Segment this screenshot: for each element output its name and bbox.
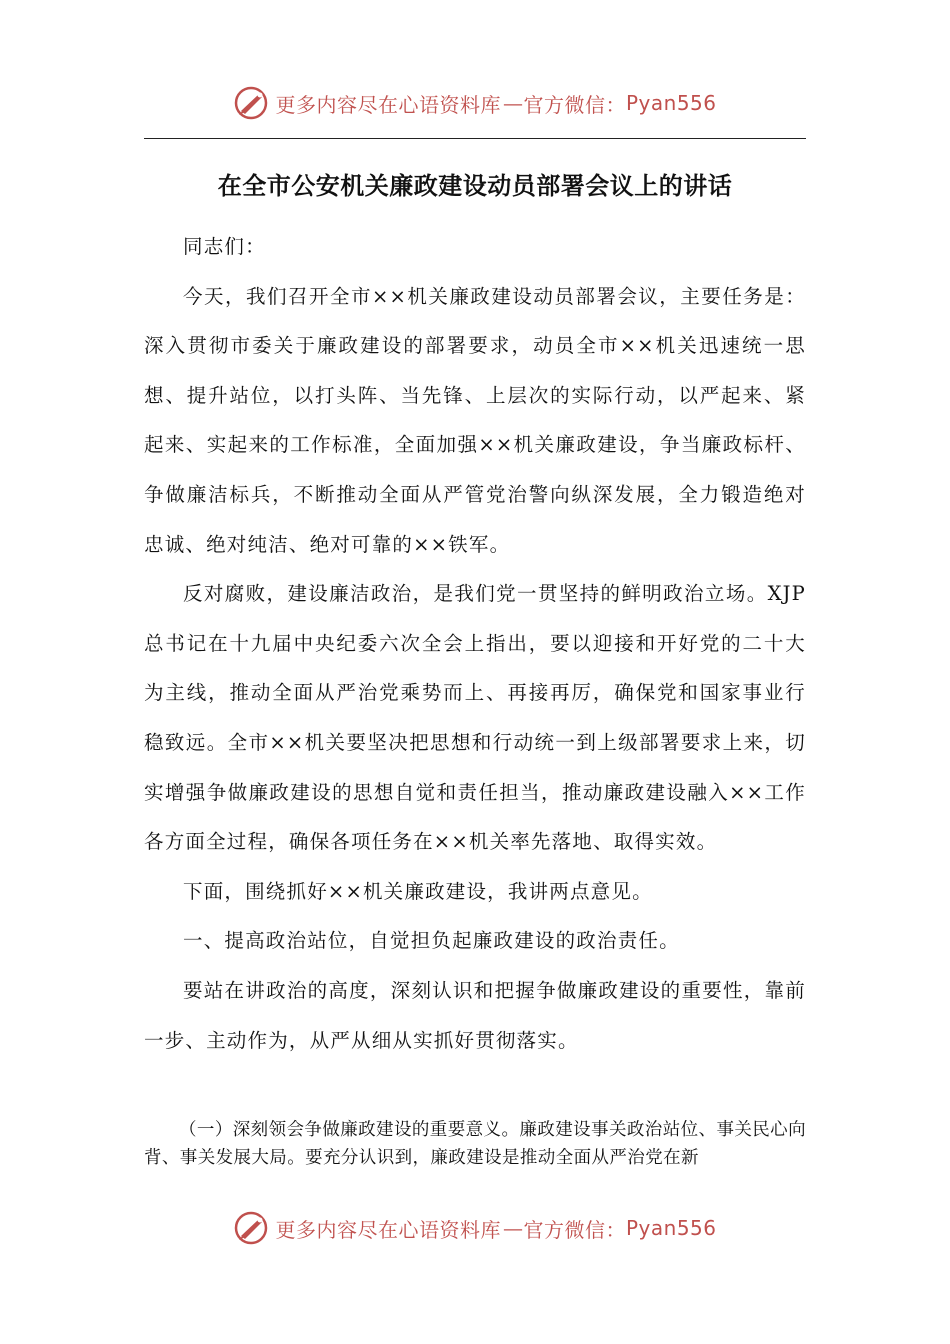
header-banner	[0, 83, 950, 123]
document-small-text	[144, 1116, 806, 1172]
header-divider	[144, 138, 806, 139]
page-title: 在全市公安机关廉政建设动员部署会议上的讲话	[217, 172, 733, 200]
footer-official-text: 官方微信：	[523, 1217, 626, 1242]
footer-dash: —	[502, 1216, 524, 1240]
paragraph: 今天，我们召开全市××机关廉政建设动员部署会议，主要任务是：深入贯彻市委关于廉政建设的部署要求，动员全市××机关迅速统一思想、提升站位，以打头阵、当先锋、上层次的实际行动，以严起来、紧起来、实起来的工作标准，全面加强××机关廉政建设，争当廉政标杆、争做廉洁标兵，不断推动全面从严管党治警向纵深发展，全力锻造绝对忠诚、绝对纯洁、绝对可靠的××铁军。	[144, 284, 806, 556]
quill-logo-icon	[233, 85, 269, 121]
header-dash: —	[502, 91, 524, 115]
footer-banner	[0, 1208, 950, 1248]
paragraph-small: （一）深刻领会争做廉政建设的重要意义。廉政建设事关政治站位、事关民心向背、事关发展大局。要充分认识到，廉政建设是推动全面从严治党在新	[144, 1120, 806, 1168]
header-site-text: 更多内容尽在心语资料库	[275, 92, 501, 117]
paragraph: 反对腐败，建设廉洁政治，是我们党一贯坚持的鲜明政治立场。XJP总书记在十九届中央纪委六次全会上指出，要以迎接和开好党的二十大为主线，推动全面从严治党乘势而上、再接再厉，确保党和国家事业行稳致远。全市××机关要坚决把思想和行动统一到上级部署要求上来，切实增强争做廉政建设的思想自觉和责任担当，推动廉政建设融入××工作各方面全过程，确保各项任务在××机关率先落地、取得实效。	[144, 582, 806, 854]
section-heading: 一、提高政治站位，自觉担负起廉政建设的政治责任。	[183, 929, 680, 953]
paragraph: 要站在讲政治的高度，深刻认识和把握争做廉政建设的重要性，靠前一步、主动作为，从严从细从实抓好贯彻落实。	[144, 978, 806, 1052]
document-body	[144, 222, 806, 1065]
quill-logo-icon	[233, 1210, 269, 1246]
paragraph-salutation: 同志们：	[183, 235, 266, 258]
paragraph: 下面，围绕抓好××机关廉政建设，我讲两点意见。	[183, 879, 653, 903]
footer-handle: Pyan556	[625, 1216, 717, 1240]
header-handle: Pyan556	[625, 91, 717, 115]
header-official-text: 官方微信：	[523, 92, 626, 117]
footer-site-text: 更多内容尽在心语资料库	[275, 1217, 501, 1242]
